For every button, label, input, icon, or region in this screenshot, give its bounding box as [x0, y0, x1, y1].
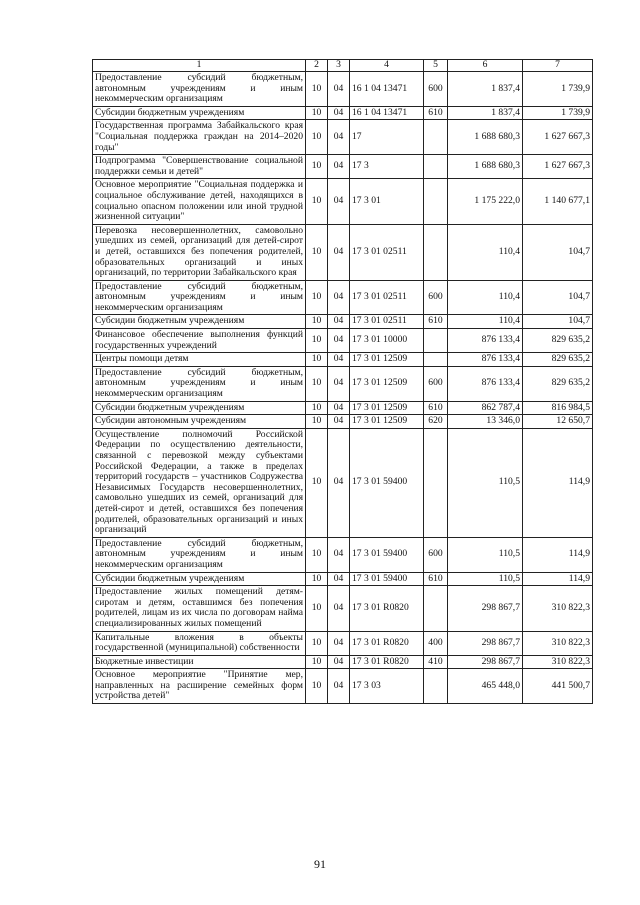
row-subsection: 04	[328, 401, 350, 415]
row-subsection: 04	[328, 179, 350, 224]
row-name: Финансовое обеспечение выполнения функций государственных учреждений	[93, 329, 306, 353]
row-amount-col7: 104,7	[523, 224, 593, 280]
row-section: 10	[306, 428, 328, 537]
table-row	[93, 537, 593, 572]
row-expense-type	[424, 120, 448, 155]
row-expense-type	[424, 428, 448, 537]
row-amount-col7: 1 627 667,3	[523, 155, 593, 179]
row-expense-type: 400	[424, 631, 448, 655]
row-section: 10	[306, 315, 328, 329]
header-col-7: 7	[523, 60, 593, 72]
row-target-code: 16 1 04 13471	[350, 106, 424, 120]
row-section: 10	[306, 179, 328, 224]
row-name: Осуществление полномочий Российской Федерации по осуществлению деятельности, связанной с перевозкой между субъектами Российской Федерации, а также в пределах территорий государств – участников Содружества Независимых Государств несовершеннолетних, самовольно ушедших из семей, организаций для детей-сирот и детей, оставшихся без попечения родителей, образовательных организаций и иных организаций	[93, 428, 306, 537]
row-name: Государственная программа Забайкальского края "Социальная поддержка граждан на 2014–2020 годы"	[93, 120, 306, 155]
row-expense-type	[424, 155, 448, 179]
table-row	[93, 224, 593, 280]
header-col-1: 1	[93, 60, 306, 72]
row-amount-col6: 1 688 680,3	[448, 155, 523, 179]
row-target-code: 17 3 01 R0820	[350, 631, 424, 655]
row-expense-type: 610	[424, 572, 448, 586]
table-body	[93, 72, 593, 704]
row-target-code: 16 1 04 13471	[350, 72, 424, 107]
row-section: 10	[306, 572, 328, 586]
row-amount-col6: 862 787,4	[448, 401, 523, 415]
header-col-3: 3	[328, 60, 350, 72]
row-name: Подпрограмма "Совершенствование социальной поддержки семьи и детей"	[93, 155, 306, 179]
row-amount-col6: 110,5	[448, 537, 523, 572]
row-amount-col7: 310 822,3	[523, 631, 593, 655]
row-amount-col7: 1 739,9	[523, 72, 593, 107]
row-name: Предоставление жилых помещений детям-сиротам и детям, оставшимся без попечения родителей, лицам из их числа по договорам найма специализированных жилых помещений	[93, 586, 306, 631]
row-name: Субсидии бюджетным учреждениям	[93, 106, 306, 120]
row-section: 10	[306, 120, 328, 155]
table-row	[93, 415, 593, 429]
row-amount-col7: 1 627 667,3	[523, 120, 593, 155]
row-target-code: 17 3 01 59400	[350, 428, 424, 537]
row-amount-col7: 310 822,3	[523, 655, 593, 669]
row-expense-type: 620	[424, 415, 448, 429]
row-subsection: 04	[328, 572, 350, 586]
row-subsection: 04	[328, 669, 350, 704]
table-row	[93, 106, 593, 120]
row-amount-col7: 114,9	[523, 572, 593, 586]
row-target-code: 17 3 01 02511	[350, 315, 424, 329]
header-col-6: 6	[448, 60, 523, 72]
row-target-code: 17	[350, 120, 424, 155]
row-target-code: 17 3 01 02511	[350, 280, 424, 315]
table-header	[93, 60, 593, 72]
header-row	[93, 60, 593, 72]
table-row	[93, 586, 593, 631]
row-name: Бюджетные инвестиции	[93, 655, 306, 669]
table-row	[93, 120, 593, 155]
row-name: Центры помощи детям	[93, 353, 306, 367]
row-section: 10	[306, 280, 328, 315]
row-amount-col6: 110,5	[448, 428, 523, 537]
row-amount-col7: 114,9	[523, 428, 593, 537]
row-subsection: 04	[328, 366, 350, 401]
row-subsection: 04	[328, 120, 350, 155]
row-subsection: 04	[328, 353, 350, 367]
row-target-code: 17 3 01 10000	[350, 329, 424, 353]
table-row	[93, 179, 593, 224]
row-amount-col7: 829 635,2	[523, 366, 593, 401]
row-section: 10	[306, 669, 328, 704]
row-subsection: 04	[328, 155, 350, 179]
row-target-code: 17 3 01 R0820	[350, 655, 424, 669]
row-subsection: 04	[328, 315, 350, 329]
table-row	[93, 401, 593, 415]
row-amount-col7: 310 822,3	[523, 586, 593, 631]
row-section: 10	[306, 106, 328, 120]
row-name: Предоставление субсидий бюджетным, автономным учреждениям и иным некоммерческим организациям	[93, 366, 306, 401]
header-col-2: 2	[306, 60, 328, 72]
row-section: 10	[306, 401, 328, 415]
row-section: 10	[306, 537, 328, 572]
row-name: Капитальные вложения в объекты государственной (муниципальной) собственности	[93, 631, 306, 655]
row-amount-col6: 876 133,4	[448, 329, 523, 353]
row-section: 10	[306, 329, 328, 353]
row-section: 10	[306, 655, 328, 669]
table-row	[93, 353, 593, 367]
row-expense-type: 600	[424, 366, 448, 401]
row-name: Субсидии бюджетным учреждениям	[93, 315, 306, 329]
row-expense-type: 600	[424, 72, 448, 107]
row-target-code: 17 3 01 R0820	[350, 586, 424, 631]
row-target-code: 17 3 01 12509	[350, 401, 424, 415]
row-amount-col6: 876 133,4	[448, 353, 523, 367]
table-row	[93, 428, 593, 537]
header-col-5: 5	[424, 60, 448, 72]
row-expense-type: 610	[424, 401, 448, 415]
row-subsection: 04	[328, 586, 350, 631]
row-subsection: 04	[328, 106, 350, 120]
row-expense-type: 610	[424, 315, 448, 329]
row-amount-col6: 1 837,4	[448, 106, 523, 120]
row-amount-col7: 12 650,7	[523, 415, 593, 429]
table-row	[93, 315, 593, 329]
row-amount-col7: 104,7	[523, 280, 593, 315]
row-amount-col6: 876 133,4	[448, 366, 523, 401]
row-target-code: 17 3 01 02511	[350, 224, 424, 280]
row-name: Субсидии бюджетным учреждениям	[93, 401, 306, 415]
row-expense-type: 410	[424, 655, 448, 669]
table-row	[93, 155, 593, 179]
header-col-4: 4	[350, 60, 424, 72]
row-amount-col7: 441 500,7	[523, 669, 593, 704]
row-amount-col6: 110,5	[448, 572, 523, 586]
table-row	[93, 280, 593, 315]
row-subsection: 04	[328, 631, 350, 655]
row-name: Предоставление субсидий бюджетным, автономным учреждениям и иным некоммерческим организациям	[93, 72, 306, 107]
row-name: Основное мероприятие "Социальная поддержка и социальное обслуживание детей, находящихся в социально опасном положении или иной трудной жизненной ситуации"	[93, 179, 306, 224]
row-subsection: 04	[328, 537, 350, 572]
row-amount-col6: 1 688 680,3	[448, 120, 523, 155]
row-amount-col6: 110,4	[448, 315, 523, 329]
row-name: Субсидии бюджетным учреждениям	[93, 572, 306, 586]
row-expense-type: 600	[424, 537, 448, 572]
row-subsection: 04	[328, 72, 350, 107]
row-target-code: 17 3 01 12509	[350, 366, 424, 401]
row-amount-col6: 298 867,7	[448, 655, 523, 669]
row-expense-type	[424, 179, 448, 224]
row-expense-type	[424, 669, 448, 704]
row-section: 10	[306, 224, 328, 280]
row-section: 10	[306, 366, 328, 401]
row-amount-col6: 110,4	[448, 224, 523, 280]
row-target-code: 17 3 01	[350, 179, 424, 224]
row-subsection: 04	[328, 280, 350, 315]
row-target-code: 17 3 01 59400	[350, 572, 424, 586]
table-row	[93, 655, 593, 669]
row-name: Предоставление субсидий бюджетным, автономным учреждениям и иным некоммерческим организациям	[93, 537, 306, 572]
row-target-code: 17 3 01 12509	[350, 415, 424, 429]
table-row	[93, 669, 593, 704]
table-row	[93, 572, 593, 586]
row-subsection: 04	[328, 224, 350, 280]
row-amount-col7: 1 739,9	[523, 106, 593, 120]
row-subsection: 04	[328, 329, 350, 353]
row-amount-col6: 13 346,0	[448, 415, 523, 429]
row-amount-col7: 114,9	[523, 537, 593, 572]
row-section: 10	[306, 586, 328, 631]
row-amount-col6: 298 867,7	[448, 631, 523, 655]
row-expense-type	[424, 353, 448, 367]
row-expense-type: 600	[424, 280, 448, 315]
row-subsection: 04	[328, 415, 350, 429]
row-subsection: 04	[328, 428, 350, 537]
table-row	[93, 366, 593, 401]
row-section: 10	[306, 353, 328, 367]
row-expense-type	[424, 329, 448, 353]
row-name: Основное мероприятие "Принятие мер, направленных на расширение семейных форм устройства детей"	[93, 669, 306, 704]
row-expense-type: 610	[424, 106, 448, 120]
row-amount-col6: 110,4	[448, 280, 523, 315]
row-name: Предоставление субсидий бюджетным, автономным учреждениям и иным некоммерческим организациям	[93, 280, 306, 315]
row-expense-type	[424, 224, 448, 280]
row-amount-col6: 1 837,4	[448, 72, 523, 107]
row-name: Субсидии автономным учреждениям	[93, 415, 306, 429]
row-amount-col7: 816 984,5	[523, 401, 593, 415]
row-section: 10	[306, 72, 328, 107]
row-section: 10	[306, 155, 328, 179]
row-amount-col6: 465 448,0	[448, 669, 523, 704]
row-target-code: 17 3 03	[350, 669, 424, 704]
row-target-code: 17 3 01 59400	[350, 537, 424, 572]
row-section: 10	[306, 631, 328, 655]
row-target-code: 17 3 01 12509	[350, 353, 424, 367]
row-amount-col7: 1 140 677,1	[523, 179, 593, 224]
row-amount-col7: 829 635,2	[523, 329, 593, 353]
row-amount-col7: 104,7	[523, 315, 593, 329]
row-amount-col7: 829 635,2	[523, 353, 593, 367]
row-subsection: 04	[328, 655, 350, 669]
row-expense-type	[424, 586, 448, 631]
table-row	[93, 329, 593, 353]
row-name: Перевозка несовершеннолетних, самовольно ушедших из семей, организаций для детей-сирот и детей, оставшихся без попечения родителей, образовательных организаций и иных организаций, по территории Забайкальского края	[93, 224, 306, 280]
page-number: 91	[314, 857, 326, 871]
row-amount-col6: 1 175 222,0	[448, 179, 523, 224]
table-row	[93, 631, 593, 655]
row-target-code: 17 3	[350, 155, 424, 179]
table-row	[93, 72, 593, 107]
row-section: 10	[306, 415, 328, 429]
budget-table	[92, 59, 593, 704]
row-amount-col6: 298 867,7	[448, 586, 523, 631]
